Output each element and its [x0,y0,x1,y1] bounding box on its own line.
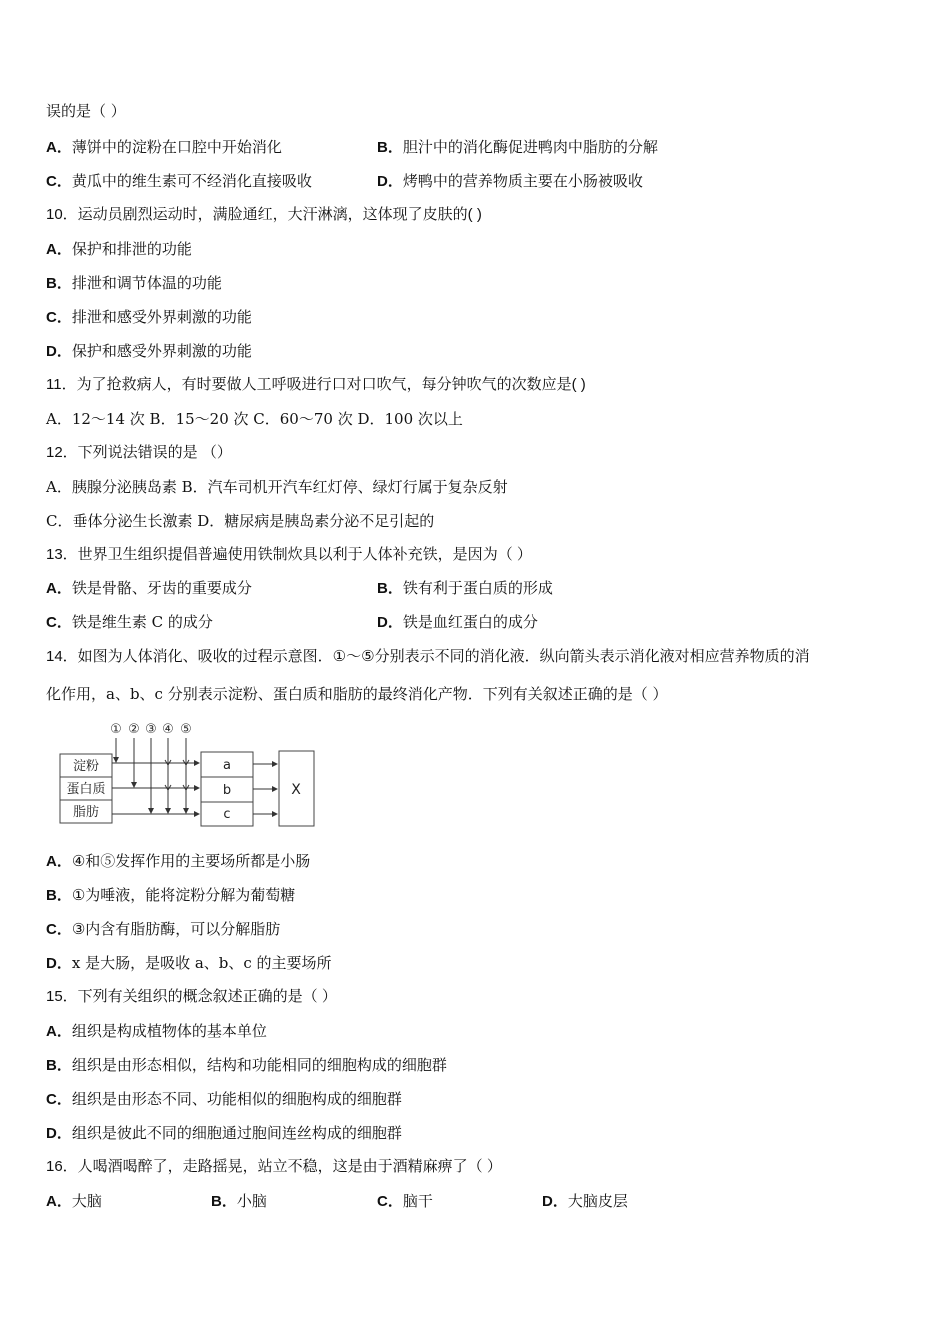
q12-stem: 12．下列说法错误的是 （） [46,444,232,461]
q14-option-d: D．x 是大肠，是吸收 a、b、c 的主要场所 [46,954,332,972]
q15-option-b: B．组织是由形态相似，结构和功能相同的细胞构成的细胞群 [46,1056,447,1074]
product-c: c [223,807,231,822]
absorption-x: X [291,782,301,798]
q12-options-line-2: C．垂体分泌生长激素 D．糖尿病是胰岛素分泌不足引起的 [46,512,435,530]
q16-option-c: C．脑干 [377,1192,433,1210]
product-b: b [222,783,232,798]
q14-option-a: A．④和⑤发挥作用的主要场所都是小肠 [46,852,311,870]
q15-option-d: D．组织是彼此不同的细胞通过胞间连丝构成的细胞群 [46,1124,402,1142]
q11-stem: 11．为了抢救病人，有时要做人工呼吸进行口对口吹气，每分钟吹气的次数应是( ) [46,376,586,393]
q13-option-d: D．铁是血红蛋白的成分 [377,613,538,631]
q10-option-a: A．保护和排泄的功能 [46,240,192,258]
q16-option-a: A．大脑 [46,1192,102,1210]
q14-stem-line-1: 14．如图为人体消化、吸收的过程示意图．①～⑤分别表示不同的消化液．纵向箭头表示消化液对相应营养物质的消 [46,648,810,665]
q14-stem-line-2: 化作用，a、b、c 分别表示淀粉、蛋白质和脂肪的最终消化产物．下列有关叙述正确的是（ ） [46,685,668,703]
nutrient-protein: 蛋白质 [66,782,106,797]
q10-option-c: C．排泄和感受外界刺激的功能 [46,308,252,326]
q9-stem-tail: 误的是（ ） [46,102,126,120]
q14-option-b: B．①为唾液，能将淀粉分解为葡萄糖 [46,886,296,904]
q9-option-a: A．薄饼中的淀粉在口腔中开始消化 [46,138,282,156]
q15-option-a: A．组织是构成植物体的基本单位 [46,1022,267,1040]
q9-option-d: D．烤鸭中的营养物质主要在小肠被吸收 [377,172,643,190]
q13-option-b: B．铁有利于蛋白质的形成 [377,579,553,597]
digestion-diagram [56,718,320,830]
digestive-juice-1: ① [110,722,122,737]
q15-option-c: C．组织是由形态不同、功能相似的细胞构成的细胞群 [46,1090,402,1108]
q13-stem: 13．世界卫生组织提倡普遍使用铁制炊具以利于人体补充铁，是因为（ ） [46,546,532,563]
q9-option-c: C．黄瓜中的维生素可不经消化直接吸收 [46,172,312,190]
q15-stem: 15．下列有关组织的概念叙述正确的是（ ） [46,988,337,1005]
q10-option-b: B．排泄和调节体温的功能 [46,274,222,292]
q13-option-c: C．铁是维生素 C 的成分 [46,613,213,631]
nutrient-fat: 脂肪 [72,805,100,820]
product-a: a [223,758,231,773]
q16-stem: 16．人喝酒喝醉了，走路摇晃，站立不稳，这是由于酒精麻痹了（ ） [46,1158,502,1175]
q14-option-c: C．③内含有脂肪酶，可以分解脂肪 [46,920,281,938]
q10-stem: 10．运动员剧烈运动时，满脸通红，大汗淋漓，这体现了皮肤的( ) [46,206,482,223]
q12-options-line-1: A．胰腺分泌胰岛素 B．汽车司机开汽车红灯停、绿灯行属于复杂反射 [46,478,508,496]
digestive-juice-5: ⑤ [180,722,192,737]
q10-option-d: D．保护和感受外界刺激的功能 [46,342,252,360]
digestive-juice-3: ③ [145,722,157,737]
q9-option-b: B．胆汁中的消化酶促进鸭肉中脂肪的分解 [377,138,658,156]
q16-option-d: D．大脑皮层 [542,1192,628,1210]
q13-option-a: A．铁是骨骼、牙齿的重要成分 [46,579,252,597]
digestive-juice-2: ② [128,722,140,737]
nutrient-starch: 淀粉 [72,759,100,774]
q16-option-b: B．小脑 [211,1192,267,1210]
q11-options: A．12～14 次 B．15～20 次 C．60～70 次 D．100 次以上 [46,410,463,428]
digestive-juice-4: ④ [162,722,174,737]
